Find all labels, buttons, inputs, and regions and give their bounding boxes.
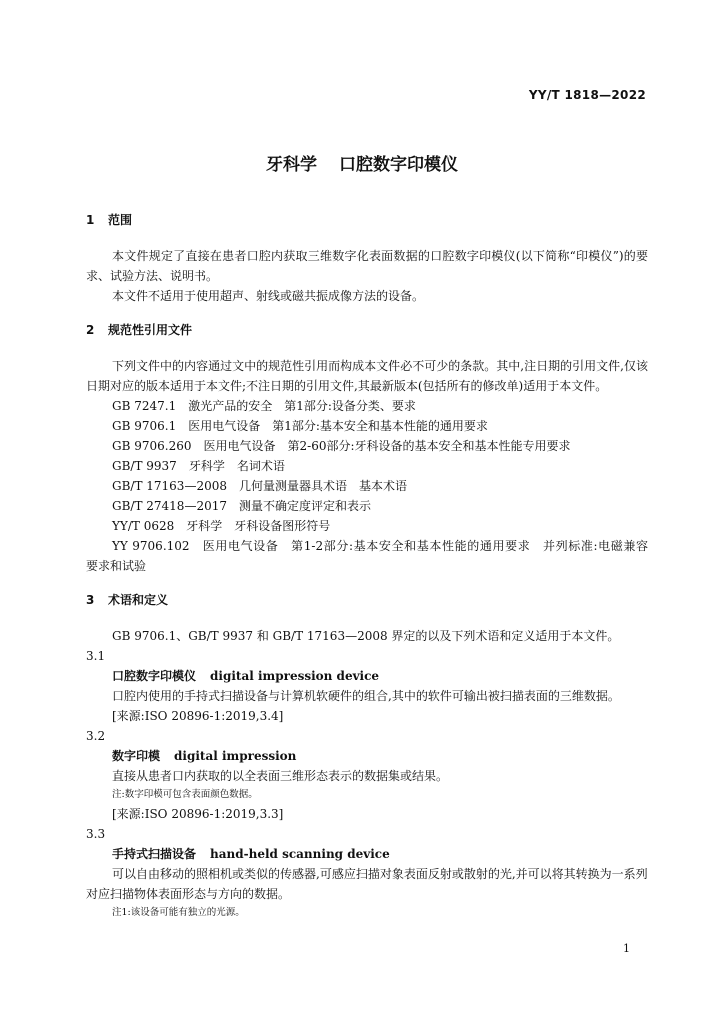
term-number: 3.2	[86, 729, 106, 743]
reference-item	[86, 516, 648, 536]
reference-title: 几何量测量器具术语 基本术语	[239, 479, 408, 493]
reference-title: 测量不确定度评定和表示	[239, 499, 372, 513]
term-note: 注:数字印模可包含表面颜色数据。	[112, 789, 258, 800]
term-zh: 手持式扫描设备	[112, 847, 197, 861]
reference-item	[86, 456, 648, 476]
reference-title: 医用电气设备 第2-60部分:牙科设备的基本安全和基本性能专用要求	[203, 439, 571, 453]
reference-title: 医用电气设备 第1部分:基本安全和基本性能的通用要求	[188, 419, 488, 433]
section-1-heading	[86, 210, 648, 230]
section-number: 1	[86, 213, 95, 227]
section-3-heading	[86, 590, 648, 610]
reference-item	[86, 396, 648, 416]
terms-intro: GB 9706.1、GB/T 9937 和 GB/T 17163—2008 界定的以及下列术语和定义适用于本文件。	[112, 629, 620, 643]
term-definition: 直接从患者口内获取的以全表面三维形态表示的数据集或结果。	[112, 769, 449, 783]
scope-paragraph-1: 本文件规定了直接在患者口腔内获取三维数字化表面数据的口腔数字印模仪(以下简称“印模仪”)的要求、试验方法、说明书。	[86, 249, 648, 283]
term-heading	[86, 666, 648, 686]
reference-title: 牙科学 名词术语	[188, 459, 285, 473]
title-part1: 牙科学	[266, 155, 317, 175]
reference-code: GB/T 27418—2017	[112, 499, 227, 513]
reference-code: GB 7247.1	[112, 399, 177, 413]
reference-item	[86, 476, 648, 496]
document-title	[0, 150, 724, 175]
page-number: 1	[623, 942, 630, 955]
reference-code: GB 9706.260	[112, 439, 192, 453]
term-en: digital impression device	[210, 669, 380, 683]
reference-item	[86, 496, 648, 516]
term-definition: 可以自由移动的照相机或类似的传感器,可感应扫描对象表面反射或散射的光,并可以将其转换为一系列对应扫描物体表面形态与方向的数据。	[86, 867, 648, 901]
reference-code: YY/T 0628	[112, 519, 175, 533]
section-number: 3	[86, 593, 95, 607]
section-title: 范围	[108, 213, 133, 227]
term-source: [来源:ISO 20896-1:2019,3.4]	[112, 709, 284, 723]
term-en: digital impression	[174, 749, 297, 763]
reference-code: GB/T 17163—2008	[112, 479, 227, 493]
reference-code: GB 9706.1	[112, 419, 177, 433]
section-number: 2	[86, 323, 95, 337]
scope-paragraph-2: 本文件不适用于使用超声、射线或磁共振成像方法的设备。	[112, 289, 425, 303]
reference-item	[86, 416, 648, 436]
reference-item-wrapped: YY 9706.102 医用电气设备 第1-2部分:基本安全和基本性能的通用要求 并列标准:电磁兼容 要求和试验	[86, 539, 661, 573]
term-definition: 口腔内使用的手持式扫描设备与计算机软硬件的组合,其中的软件可输出被扫描表面的三维数据。	[112, 689, 620, 703]
term-heading	[86, 844, 648, 864]
reference-item	[86, 436, 648, 456]
document-body	[86, 210, 661, 922]
term-source: [来源:ISO 20896-1:2019,3.3]	[112, 807, 284, 821]
term-heading	[86, 746, 648, 766]
term-zh: 口腔数字印模仪	[112, 669, 197, 683]
term-number: 3.1	[86, 649, 106, 663]
reference-title: 激光产品的安全 第1部分:设备分类、要求	[188, 399, 416, 413]
term-zh: 数字印模	[112, 749, 161, 763]
references-intro: 下列文件中的内容通过文中的规范性引用而构成本文件必不可少的条款。其中,注日期的引用文件,仅该日期对应的版本适用于本文件;不注日期的引用文件,其最新版本(包括所有的修改单)适用于本文件。	[86, 359, 648, 393]
title-part2: 口腔数字印模仪	[339, 155, 458, 175]
section-title: 术语和定义	[108, 593, 169, 607]
term-en: hand-held scanning device	[210, 847, 390, 861]
standard-code: YY/T 1818—2022	[528, 88, 646, 102]
term-number: 3.3	[86, 827, 106, 841]
reference-title: 牙科学 牙科设备图形符号	[186, 519, 331, 533]
section-2-heading	[86, 320, 648, 340]
reference-code: GB/T 9937	[112, 459, 177, 473]
term-note: 注1:该设备可能有独立的光源。	[112, 907, 245, 918]
section-title: 规范性引用文件	[108, 323, 193, 337]
